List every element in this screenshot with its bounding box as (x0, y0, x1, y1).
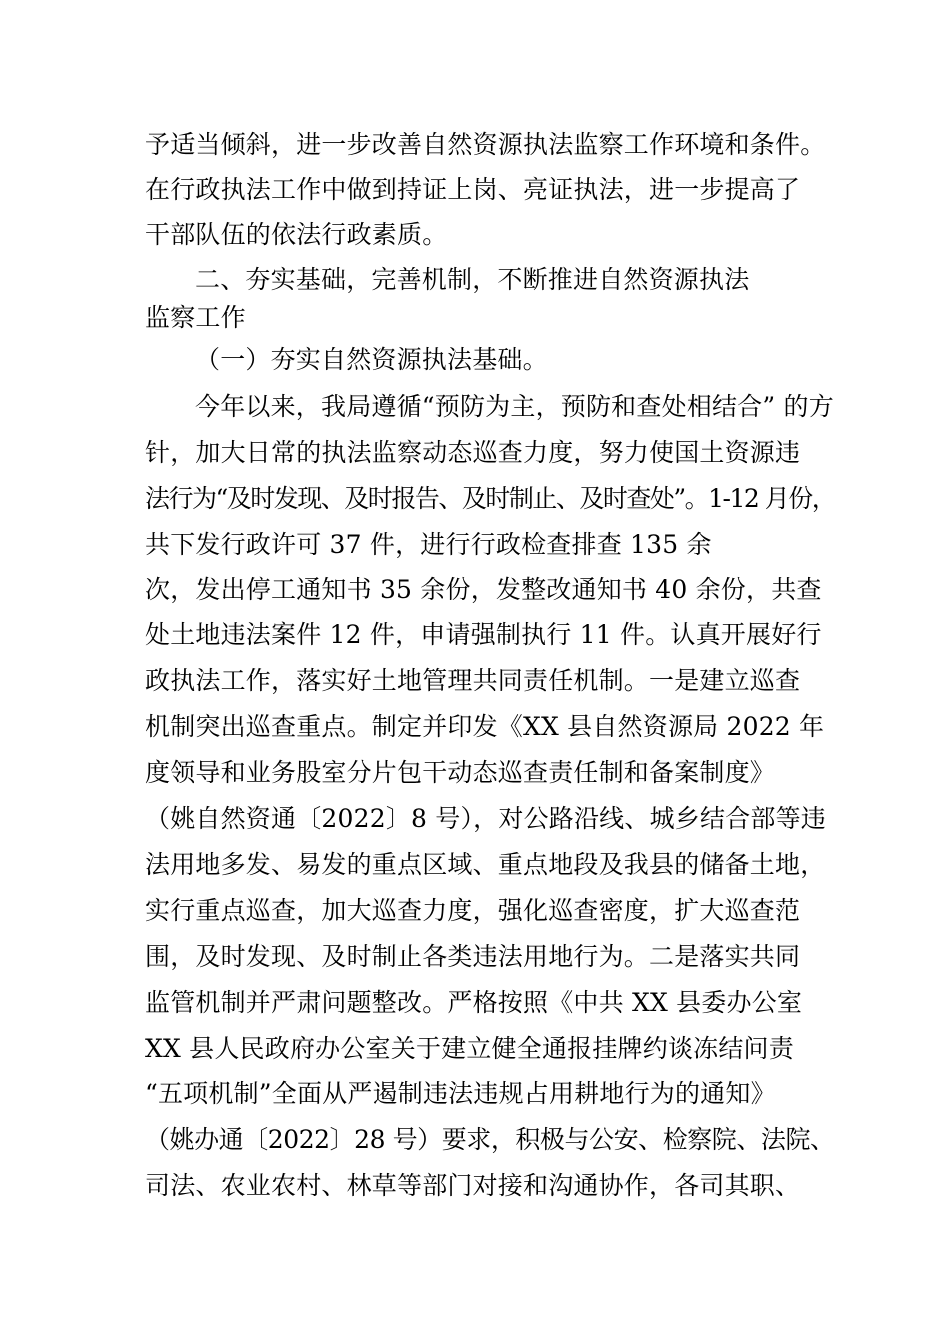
body-text-line: 予适当倾斜，进一步改善自然资源执法监察工作环境和条件。 (145, 130, 826, 159)
body-text-line: 实行重点巡查，加大巡查力度，强化巡查密度，扩大巡查范 (145, 896, 801, 925)
body-text-line: 共下发行政许可 37 件，进行行政检查排查 135 余 (145, 530, 712, 559)
body-text-line: 在行政执法工作中做到持证上岗、亮证执法，进一步提高了 (145, 175, 801, 204)
body-text-line: 干部队伍的依法行政素质。 (145, 220, 448, 249)
body-text-line: “五项机制”全面从严遏制违法违规占用耕地行为的通知》 (145, 1079, 776, 1108)
body-text-line: XX 县人民政府办公室关于建立健全通报挂牌约谈冻结问责 (145, 1034, 794, 1063)
body-text-line: 政执法工作，落实好土地管理共同责任机制。一是建立巡查 (145, 666, 801, 695)
body-text-line: 度领导和业务股室分片包干动态巡查责任制和备案制度》 (145, 758, 776, 787)
body-text-line: （姚自然资通〔2022〕8 号），对公路沿线、城乡结合部等违 (145, 804, 826, 833)
body-text-line: 围，及时发现、及时制止各类违法用地行为。二是落实共同 (145, 942, 801, 971)
body-text-line: （姚办通〔2022〕28 号）要求，积极与公安、检察院、法院、 (145, 1125, 835, 1154)
body-text-line: 法行为“及时发现、及时报告、及时制止、及时查处”。1-12 月份， (145, 484, 836, 513)
body-text-line: 今年以来，我局遵循“预防为主，预防和查处相结合” 的方 (195, 392, 834, 421)
body-text-line: 处土地违法案件 12 件，申请强制执行 11 件。认真开展好行 (145, 620, 822, 649)
body-text-line: 司法、农业农村、林草等部门对接和沟通协作，各司其职、 (145, 1171, 801, 1200)
section-heading-continuation: 监察工作 (145, 303, 246, 332)
body-text-line: 次，发出停工通知书 35 余份，发整改通知书 40 余份，共查 (145, 575, 822, 604)
body-text-line: 法用地多发、易发的重点区域、重点地段及我县的储备土地， (145, 850, 826, 879)
subsection-heading: （一）夯实自然资源执法基础。 (195, 345, 548, 374)
body-text-line: 监管机制并严肃问题整改。严格按照《中共 XX 县委办公室 (145, 988, 803, 1017)
body-text-line: 机制突出巡查重点。制定并印发《XX 县自然资源局 2022 年 (145, 712, 825, 741)
section-heading: 二、夯实基础，完善机制，不断推进自然资源执法 (195, 265, 750, 294)
body-text-line: 针，加大日常的执法监察动态巡查力度，努力使国土资源违 (145, 438, 801, 467)
